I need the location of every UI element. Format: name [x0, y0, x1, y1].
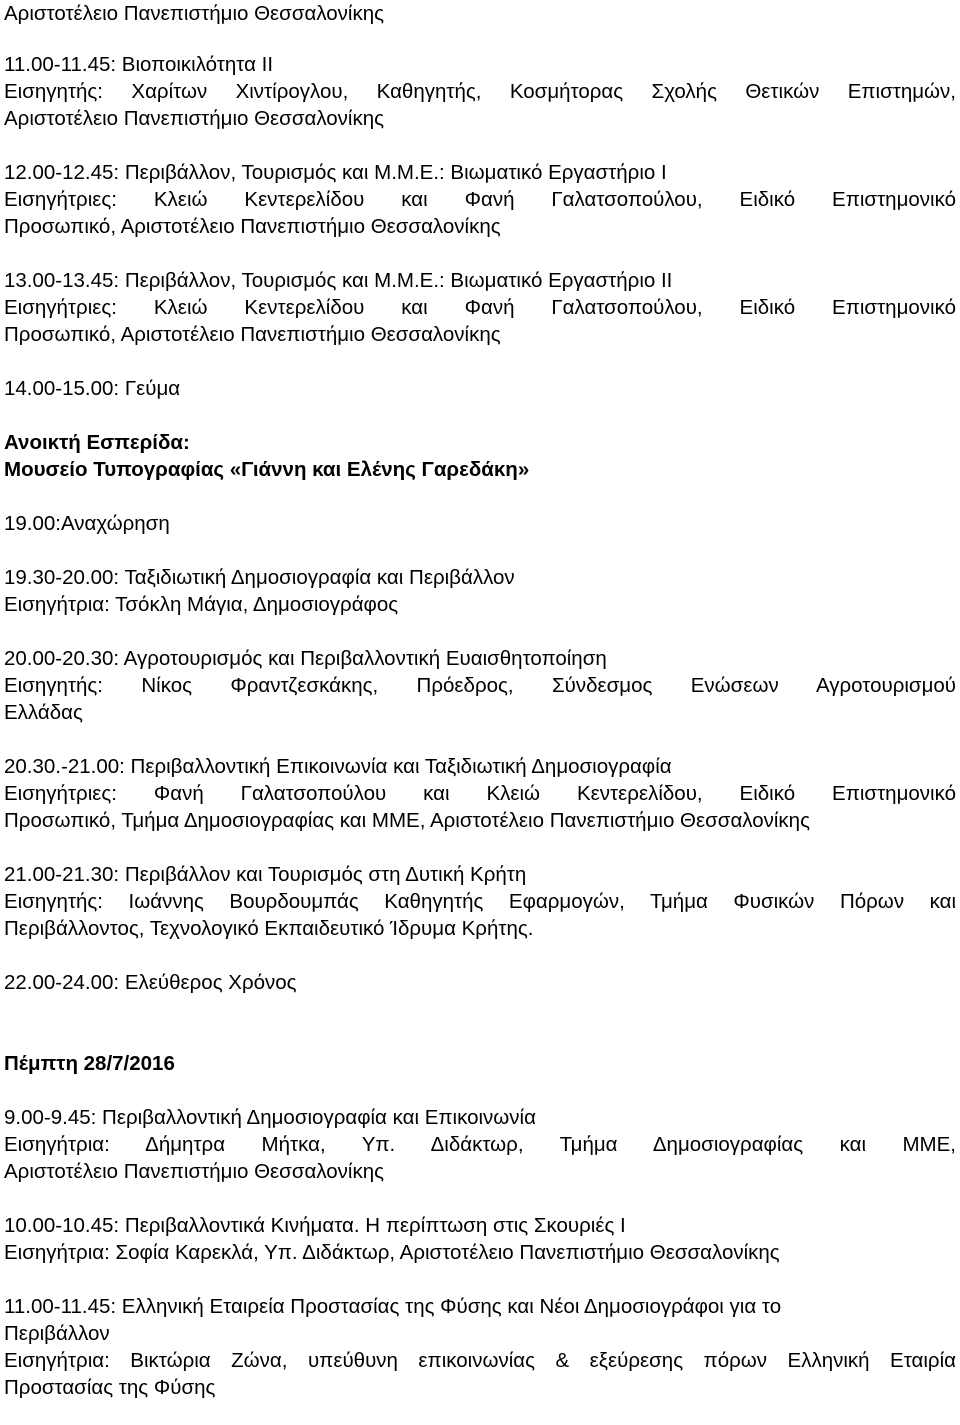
session-heading: 12.00-12.45: Περιβάλλον, Τουρισμός και Μ.Μ.Ε.: Βιωματικό Εργαστήριο Ι [4, 161, 667, 184]
speaker-line: Εισηγήτρια: Τσόκλη Μάγια, Δημοσιογράφος [4, 593, 399, 616]
session-heading: 14.00-15.00: Γεύμα [4, 377, 181, 400]
speaker-line: Εισηγητής: Ιωάννης Βουρδουμπάς Καθηγητής Εφαρμογών, Τμήμα Φυσικών Πόρων και [4, 890, 956, 913]
text-line: Προσωπικό, Αριστοτέλειο Πανεπιστήμιο Θεσσαλονίκης [4, 215, 501, 238]
session-heading: 13.00-13.45: Περιβάλλον, Τουρισμός και Μ.Μ.Ε.: Βιωματικό Εργαστήριο ΙΙ [4, 269, 673, 292]
speaker-line: Εισηγητής: Νίκος Φραντζεσκάκης, Πρόεδρος, Σύνδεσμος Ενώσεων Αγροτουρισμού [4, 674, 956, 697]
session-heading: 20.00-20.30: Αγροτουρισμός και Περιβαλλοντική Ευαισθητοποίηση [4, 647, 607, 670]
speaker-line: Εισηγήτριες: Κλειώ Κεντερελίδου και Φανή Γαλατσοπούλου, Ειδικό Επιστημονικό [4, 188, 956, 211]
text-line: Προσωπικό, Τμήμα Δημοσιογραφίας και ΜΜΕ, Αριστοτέλειο Πανεπιστήμιο Θεσσαλονίκης [4, 809, 810, 832]
text-line: Αριστοτέλειο Πανεπιστήμιο Θεσσαλονίκης [4, 1160, 385, 1183]
text-line: Προσωπικό, Αριστοτέλειο Πανεπιστήμιο Θεσσαλονίκης [4, 323, 501, 346]
session-heading: 11.00-11.45: Ελληνική Εταιρεία Προστασίας της Φύσης και Νέοι Δημοσιογράφοι για το [4, 1295, 782, 1318]
session-heading: 22.00-24.00: Ελεύθερος Χρόνος [4, 971, 297, 994]
speaker-line: Εισηγήτριες: Κλειώ Κεντερελίδου και Φανή Γαλατσοπούλου, Ειδικό Επιστημονικό [4, 296, 956, 319]
event-heading: Ανοικτή Εσπερίδα: [4, 431, 190, 454]
text-line: Προστασίας της Φύσης [4, 1376, 216, 1399]
session-heading: 10.00-10.45: Περιβαλλοντικά Κινήματα. Η περίπτωση στις Σκουριές Ι [4, 1214, 626, 1237]
session-heading: 19.30-20.00: Ταξιδιωτική Δημοσιογραφία και Περιβάλλον [4, 566, 515, 589]
speaker-line: Εισηγήτρια: Δήμητρα Μήτκα, Υπ. Διδάκτωρ, Τμήμα Δημοσιογραφίας και ΜΜΕ, [4, 1133, 956, 1156]
text-line: Αριστοτέλειο Πανεπιστήμιο Θεσσαλονίκης [4, 2, 385, 25]
text-line: Ελλάδας [4, 701, 83, 724]
speaker-line: Εισηγητής: Χαρίτων Χιντίρογλου, Καθηγητής, Κοσμήτορας Σχολής Θετικών Επιστημών, [4, 80, 956, 103]
text-line: Περιβάλλον [4, 1322, 110, 1345]
session-heading: 21.00-21.30: Περιβάλλον και Τουρισμός στη Δυτική Κρήτη [4, 863, 527, 886]
session-heading: 19.00:Αναχώρηση [4, 512, 170, 535]
event-venue: Μουσείο Τυπογραφίας «Γιάννη και Ελένης Γαρεδάκη» [4, 458, 530, 481]
speaker-line: Εισηγήτρια: Σοφία Καρεκλά, Υπ. Διδάκτωρ, Αριστοτέλειο Πανεπιστήμιο Θεσσαλονίκης [4, 1241, 780, 1264]
session-heading: 20.30.-21.00: Περιβαλλοντική Επικοινωνία και Ταξιδιωτική Δημοσιογραφία [4, 755, 672, 778]
speaker-line: Εισηγήτρια: Βικτώρια Ζώνα, υπεύθυνη επικοινωνίας & εξεύρεσης πόρων Ελληνική Εταιρία [4, 1349, 956, 1372]
text-line: Περιβάλλοντος, Τεχνολογικό Εκπαιδευτικό Ίδρυμα Κρήτης. [4, 917, 534, 940]
session-heading: 9.00-9.45: Περιβαλλοντική Δημοσιογραφία και Επικοινωνία [4, 1106, 536, 1129]
speaker-line: Εισηγήτριες: Φανή Γαλατσοπούλου και Κλειώ Κεντερελίδου, Ειδικό Επιστημονικό [4, 782, 956, 805]
session-heading: 11.00-11.45: Βιοποικιλότητα ΙΙ [4, 53, 274, 76]
day-heading: Πέμπτη 28/7/2016 [4, 1052, 175, 1075]
text-line: Αριστοτέλειο Πανεπιστήμιο Θεσσαλονίκης [4, 107, 385, 130]
